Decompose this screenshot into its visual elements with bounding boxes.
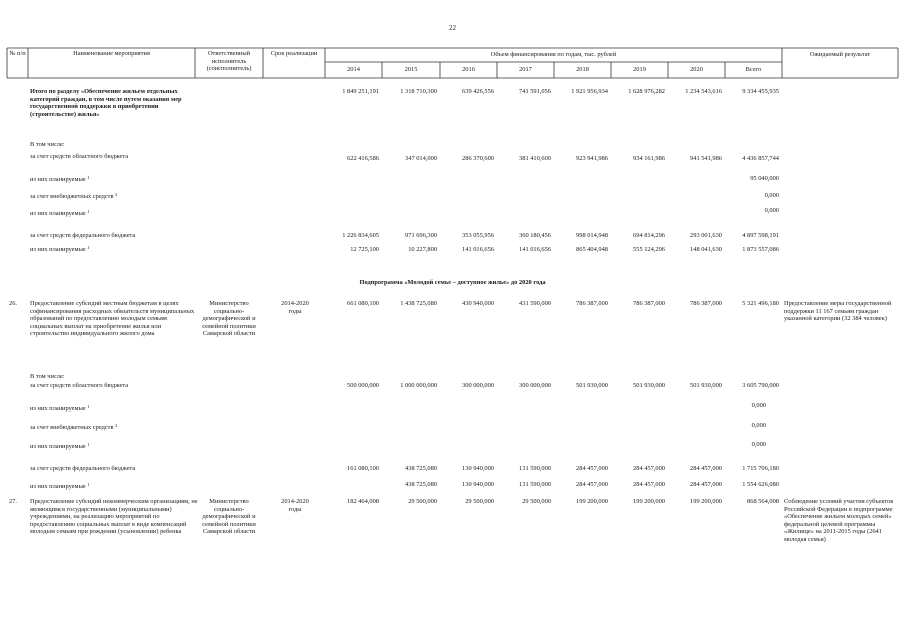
row-value: 786 387,000	[690, 300, 722, 307]
row-term: 2014-2020 годы	[281, 300, 309, 315]
regional-value: 347 014,000	[405, 155, 437, 162]
regional-value: 381 410,600	[519, 155, 551, 162]
federal-value: 694 814,296	[633, 232, 665, 239]
section-total-value: 1 628 976,282	[628, 88, 665, 95]
including-label: В том числе:	[30, 141, 65, 148]
section-total-value: 1 234 543,616	[685, 88, 722, 95]
page-number: 22	[449, 24, 456, 32]
section-total-value: 9 334 455,935	[742, 88, 779, 95]
row-value: 661 080,100	[347, 300, 379, 307]
planned-total: 0,000	[764, 207, 779, 214]
row-result: Соблюдение условий участия субъектов Российской Федерации в подпрограмме «Обеспечение жильем молодых семей» федеральной целевой программы «Жилище» на 2011-2015 годы (2641 молодая семья)	[784, 498, 894, 543]
federal-value: 360 180,456	[519, 232, 551, 239]
row-value: 430 940,000	[462, 300, 494, 307]
federal-value: 4 897 598,191	[742, 232, 779, 239]
federal-planned-value: 130 940,000	[462, 481, 494, 488]
row-number: 27.	[9, 498, 17, 505]
header-year: 2015	[404, 66, 418, 73]
regional-value: 286 370,600	[462, 155, 494, 162]
regional-value: 4 436 857,744	[742, 155, 779, 162]
federal-planned-value: 865 404,948	[576, 246, 608, 253]
federal-value: 1 226 834,605	[342, 232, 379, 239]
federal-value: 293 001,630	[690, 232, 722, 239]
federal-planned-value: 438 725,080	[405, 481, 437, 488]
federal-planned-value: 284 457,000	[690, 481, 722, 488]
federal-planned-value: 148 041,630	[690, 246, 722, 253]
regional-value: 934 161,986	[633, 155, 665, 162]
header-year: 2014	[347, 66, 360, 73]
federal-planned-value: 131 590,000	[519, 481, 551, 488]
federal-value: 131 590,000	[519, 465, 551, 472]
regional-value: 300 000,000	[519, 382, 551, 389]
header-term: Срок реализации	[270, 50, 318, 57]
row-value: 786 387,000	[576, 300, 608, 307]
regional-value: 501 930,000	[633, 382, 665, 389]
regional-value: 501 930,000	[576, 382, 608, 389]
section-total-value: 639 426,556	[462, 88, 494, 95]
row-executor: Министерство социально-демографической и семейной политики Самарской области	[202, 300, 256, 338]
planned-label: из них планируемые $^1$	[30, 209, 90, 217]
header-year: 2020	[690, 66, 703, 73]
section-total-title: Итого по разделу «Обеспечение жильем отдельных категорий граждан, в том числе путем оказания мер государственной поддержки в приобретении (строительстве) жилья»	[30, 88, 182, 118]
federal-planned-value: 10 227,800	[408, 246, 437, 253]
header-year: 2017	[519, 66, 532, 73]
federal-budget-label: за счет средств федерального бюджета	[30, 232, 136, 239]
row-value: 29 500,000	[408, 498, 437, 505]
regional-budget-label: за счет средств областного бюджета	[30, 153, 129, 160]
row-value: 29 500,000	[465, 498, 494, 505]
including-label: В том числе:	[30, 373, 65, 380]
row-result: Предоставление меры государственной поддержки 11 167 семьям граждан указанной категории (32 384 человек)	[784, 300, 892, 323]
federal-planned-value: 284 457,000	[633, 481, 665, 488]
planned-label: из них планируемые $^1$	[30, 442, 90, 450]
row-value: 1 438 725,080	[400, 300, 437, 307]
row-name: Предоставление субсидий некоммерческим организациям, не являющимся государственными (муниципальными) учреждениями, на реализацию мероприятий по предоставлению социальных выплат в виде компенсаций молодым семьям при рождении (усыновлении) ребенка	[30, 498, 198, 536]
section-total-value: 1 318 710,300	[400, 88, 437, 95]
header-year-total: Всего	[745, 66, 762, 73]
planned-label: из них планируемые $^1$	[30, 245, 90, 253]
federal-value: 130 940,000	[462, 465, 494, 472]
row-value: 199 200,000	[690, 498, 722, 505]
section-total-value: 1 921 956,934	[571, 88, 608, 95]
section-total-value: 741 591,056	[519, 88, 551, 95]
federal-value: 353 055,956	[462, 232, 494, 239]
regional-value: 941 541,986	[690, 155, 722, 162]
extrabudget-label: за счет внебюджетных средств $^2$	[30, 192, 118, 200]
federal-value: 971 696,300	[405, 232, 437, 239]
federal-value: 284 457,000	[633, 465, 665, 472]
row-value: 431 590,000	[519, 300, 551, 307]
regional-budget-label: за счет средств областного бюджета	[30, 382, 129, 389]
planned-label: из них планируемые $^1$	[30, 482, 90, 490]
regional-value: 3 605 790,000	[742, 382, 779, 389]
row-number: 26.	[9, 300, 17, 307]
row-value: 868 564,008	[747, 498, 779, 505]
header-year: 2016	[462, 66, 475, 73]
federal-planned-value: 1 554 626,080	[742, 481, 779, 488]
header-year: 2018	[576, 66, 589, 73]
regional-value: 923 941,986	[576, 155, 608, 162]
row-term: 2014-2020 годы	[281, 498, 309, 513]
row-value: 786 387,000	[633, 300, 665, 307]
header-year: 2019	[633, 66, 646, 73]
planned-total: 95 040,000	[750, 175, 779, 182]
extrabudget-total: 0,000	[751, 422, 766, 429]
row-value: 29 500,000	[522, 498, 551, 505]
federal-planned-value: 1 873 557,086	[742, 246, 779, 253]
header-funding: Объем финансирования по годам, тыс. рублей	[490, 51, 617, 58]
regional-value: 622 416,586	[347, 155, 379, 162]
planned-total: 0,000	[751, 441, 766, 448]
federal-planned-value: 555 124,296	[633, 246, 665, 253]
federal-value: 161 080,100	[347, 465, 379, 472]
federal-value: 438 725,080	[405, 465, 437, 472]
regional-value: 300 000,000	[462, 382, 494, 389]
row-value: 199 200,000	[576, 498, 608, 505]
row-name: Предоставление субсидий местным бюджетам в целях софинансирования расходных обязательств муниципальных образований по предоставлению молодым семьям социальных выплат на приобретение жилья или строительство индивидуального жилого дома	[30, 300, 195, 338]
header-name: Наименование мероприятия	[73, 50, 150, 57]
regional-value: 500 000,000	[347, 382, 379, 389]
federal-planned-value: 141 016,656	[519, 246, 551, 253]
planned-label: из них планируемые $^1$	[30, 404, 90, 412]
planned-label: из них планируемые $^1$	[30, 175, 90, 183]
subprogram-title: Подпрограмма «Молодой семье – доступное жилье» до 2020 года	[359, 279, 546, 286]
row-value: 5 321 496,180	[742, 300, 779, 307]
extrabudget-label: за счет внебюджетных средств $^2$	[30, 423, 118, 431]
federal-value: 998 014,948	[576, 232, 608, 239]
header-executor: Ответственный исполнитель (соисполнитель)	[206, 50, 252, 73]
federal-value: 284 457,000	[576, 465, 608, 472]
federal-planned-value: 284 457,000	[576, 481, 608, 488]
federal-planned-value: 141 016,656	[462, 246, 494, 253]
header-result: Ожидаемый результат	[809, 51, 871, 58]
federal-value: 1 715 706,180	[742, 465, 779, 472]
header-num: № п/п	[9, 50, 26, 57]
federal-planned-value: 12 725,100	[350, 246, 379, 253]
regional-value: 1 000 000,000	[400, 382, 437, 389]
planned-total: 0,000	[751, 402, 766, 409]
section-total-value: 1 849 251,191	[342, 88, 379, 95]
regional-value: 501 930,000	[690, 382, 722, 389]
federal-budget-label: за счет средств федерального бюджета	[30, 465, 136, 472]
row-value: 182 464,008	[347, 498, 379, 505]
federal-value: 284 457,000	[690, 465, 722, 472]
row-value: 199 200,000	[633, 498, 665, 505]
row-executor: Министерство социально-демографической и семейной политики Самарской области	[202, 498, 256, 536]
extrabudget-total: 0,000	[764, 192, 779, 199]
